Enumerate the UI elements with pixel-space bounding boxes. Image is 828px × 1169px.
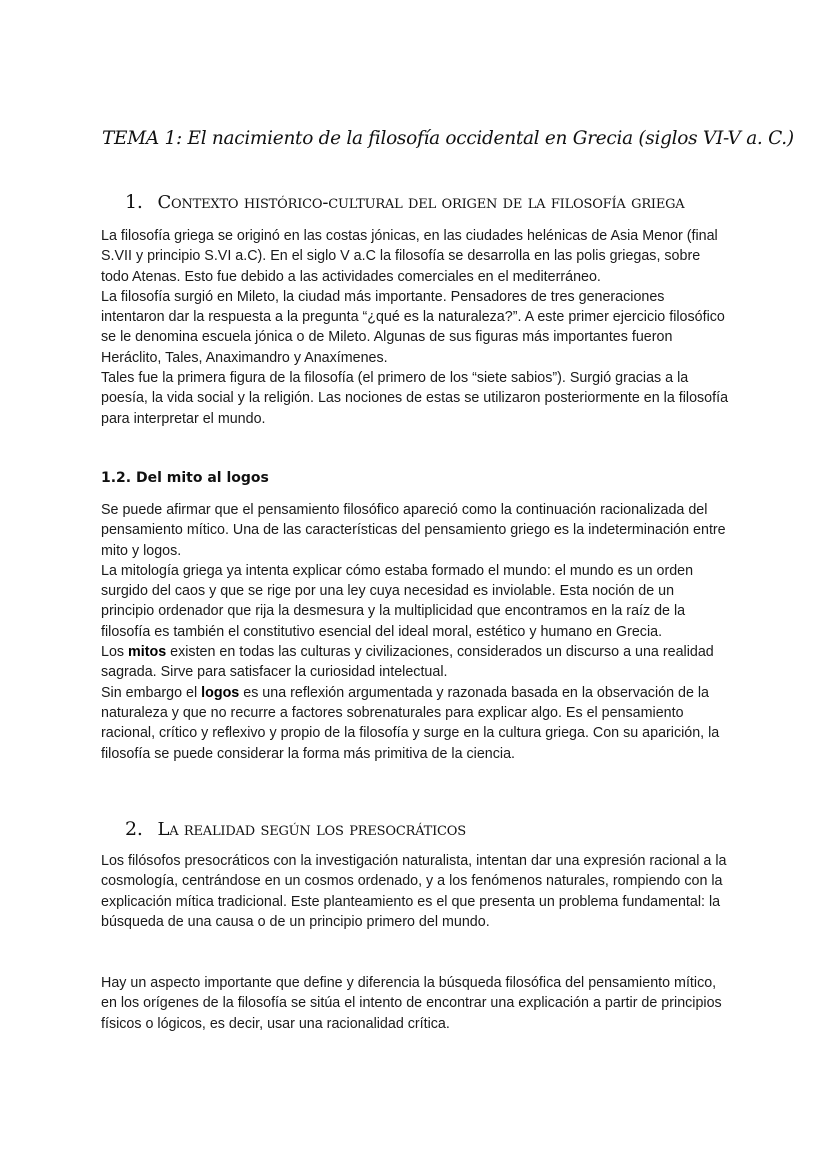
mitos-term: mitos <box>128 644 167 661</box>
section-1-title: Contexto histórico-cultural del origen de la filosofía griega <box>157 192 685 213</box>
mitos-description: existen en todas las culturas y civilizaciones, considerados un discurso a una realidad sagrada. Sirve para satisfacer la curiosidad intelectual. <box>101 644 714 681</box>
logos-description: es una reflexión argumentada y razonada basada en la observación de la naturaleza y que no recurre a factores sobrenaturales para explicar algo. Es el pensamiento racional, crítico y reflexivo y propio de la filosofía y surge en la cultura griega. Con su aparición, la filosofía se puede considerar la forma más primitiva de la ciencia. <box>101 684 720 762</box>
section-1-body <box>101 226 731 429</box>
subsection-1-2-body <box>101 500 731 764</box>
section-2-body-1 <box>101 851 731 932</box>
section-2-title: La realidad según los presocráticos <box>157 819 466 840</box>
subsection-paragraph <box>101 642 731 683</box>
subsection-1-2-heading: 1.2. Del mito al logos <box>101 470 269 486</box>
logos-intro: Sin embargo el <box>101 684 202 701</box>
section-1-heading <box>125 186 685 214</box>
section-2-body-2 <box>101 973 731 1034</box>
section-1-paragraph: La filosofía griega se originó en las costas jónicas, en las ciudades helénicas de Asia Menor (final S.VII y principio S.VI a.C). En el siglo V a.C la filosofía se desarrolla en las polis griegas, sobre todo Atenas. Esto fue debido a las actividades comerciales en el mediterráneo. <box>101 228 718 285</box>
mitos-intro: Los <box>101 644 129 661</box>
subsection-paragraph: Se puede afirmar que el pensamiento filosófico apareció como la continuación racionalizada del pensamiento mítico. Una de las características del pensamiento griego es la indeterminación entre mito y logos. <box>101 502 726 559</box>
logos-term: logos <box>201 684 240 701</box>
section-2-number: 2. <box>125 818 143 840</box>
section-2-paragraph: Hay un aspecto importante que define y diferencia la búsqueda filosófica del pensamiento mítico, en los orígenes de la filosofía se sitúa el intento de encontrar una explicación a partir de principios físicos o lógicos, es decir, usar una racionalidad crítica. <box>101 975 722 1032</box>
subsection-paragraph: La mitología griega ya intenta explicar cómo estaba formado el mundo: el mundo es un orden surgido del caos y que se rige por una ley cuya necesidad es inviolable. Esta noción de un principio ordenador que rija la desmesura y la multiplicidad que encontramos en la raíz de la filosofía es también el constitutivo esencial del ideal moral, estético y humano en Grecia. <box>101 562 694 640</box>
section-1-paragraph: Tales fue la primera figura de la filosofía (el primero de los “siete sabios”). Surgió gracias a la poesía, la vida social y la religión. Las nociones de estas se utilizaron posteriormente en la filosofía para interpretar el mundo. <box>101 370 729 427</box>
section-2-heading <box>125 813 466 841</box>
subsection-paragraph <box>101 683 731 764</box>
document-title: TEMA 1: El nacimiento de la filosofía occidental en Grecia (siglos VI-V a. C.) <box>102 128 794 149</box>
section-1-paragraph: La filosofía surgió en Mileto, la ciudad más importante. Pensadores de tres generaciones intentaron dar la respuesta a la pregunta “¿qué es la naturaleza?”. A este primer ejercicio filosófico se le denomina escuela jónica o de Mileto. Algunas de sus figuras más importantes fueron Heráclito, Tales, Anaximandro y Anaxímenes. <box>101 288 725 366</box>
section-2-paragraph: Los filósofos presocráticos con la investigación naturalista, intentan dar una expresión racional a la cosmología, centrándose en un cosmos ordenado, y a los fenómenos naturales, rompiendo con la explicación mítica tradicional. Este planteamiento es el que presenta un problema fundamental: la búsqueda de una causa o de un principio primero del mundo. <box>101 853 727 930</box>
section-1-number: 1. <box>125 191 143 213</box>
